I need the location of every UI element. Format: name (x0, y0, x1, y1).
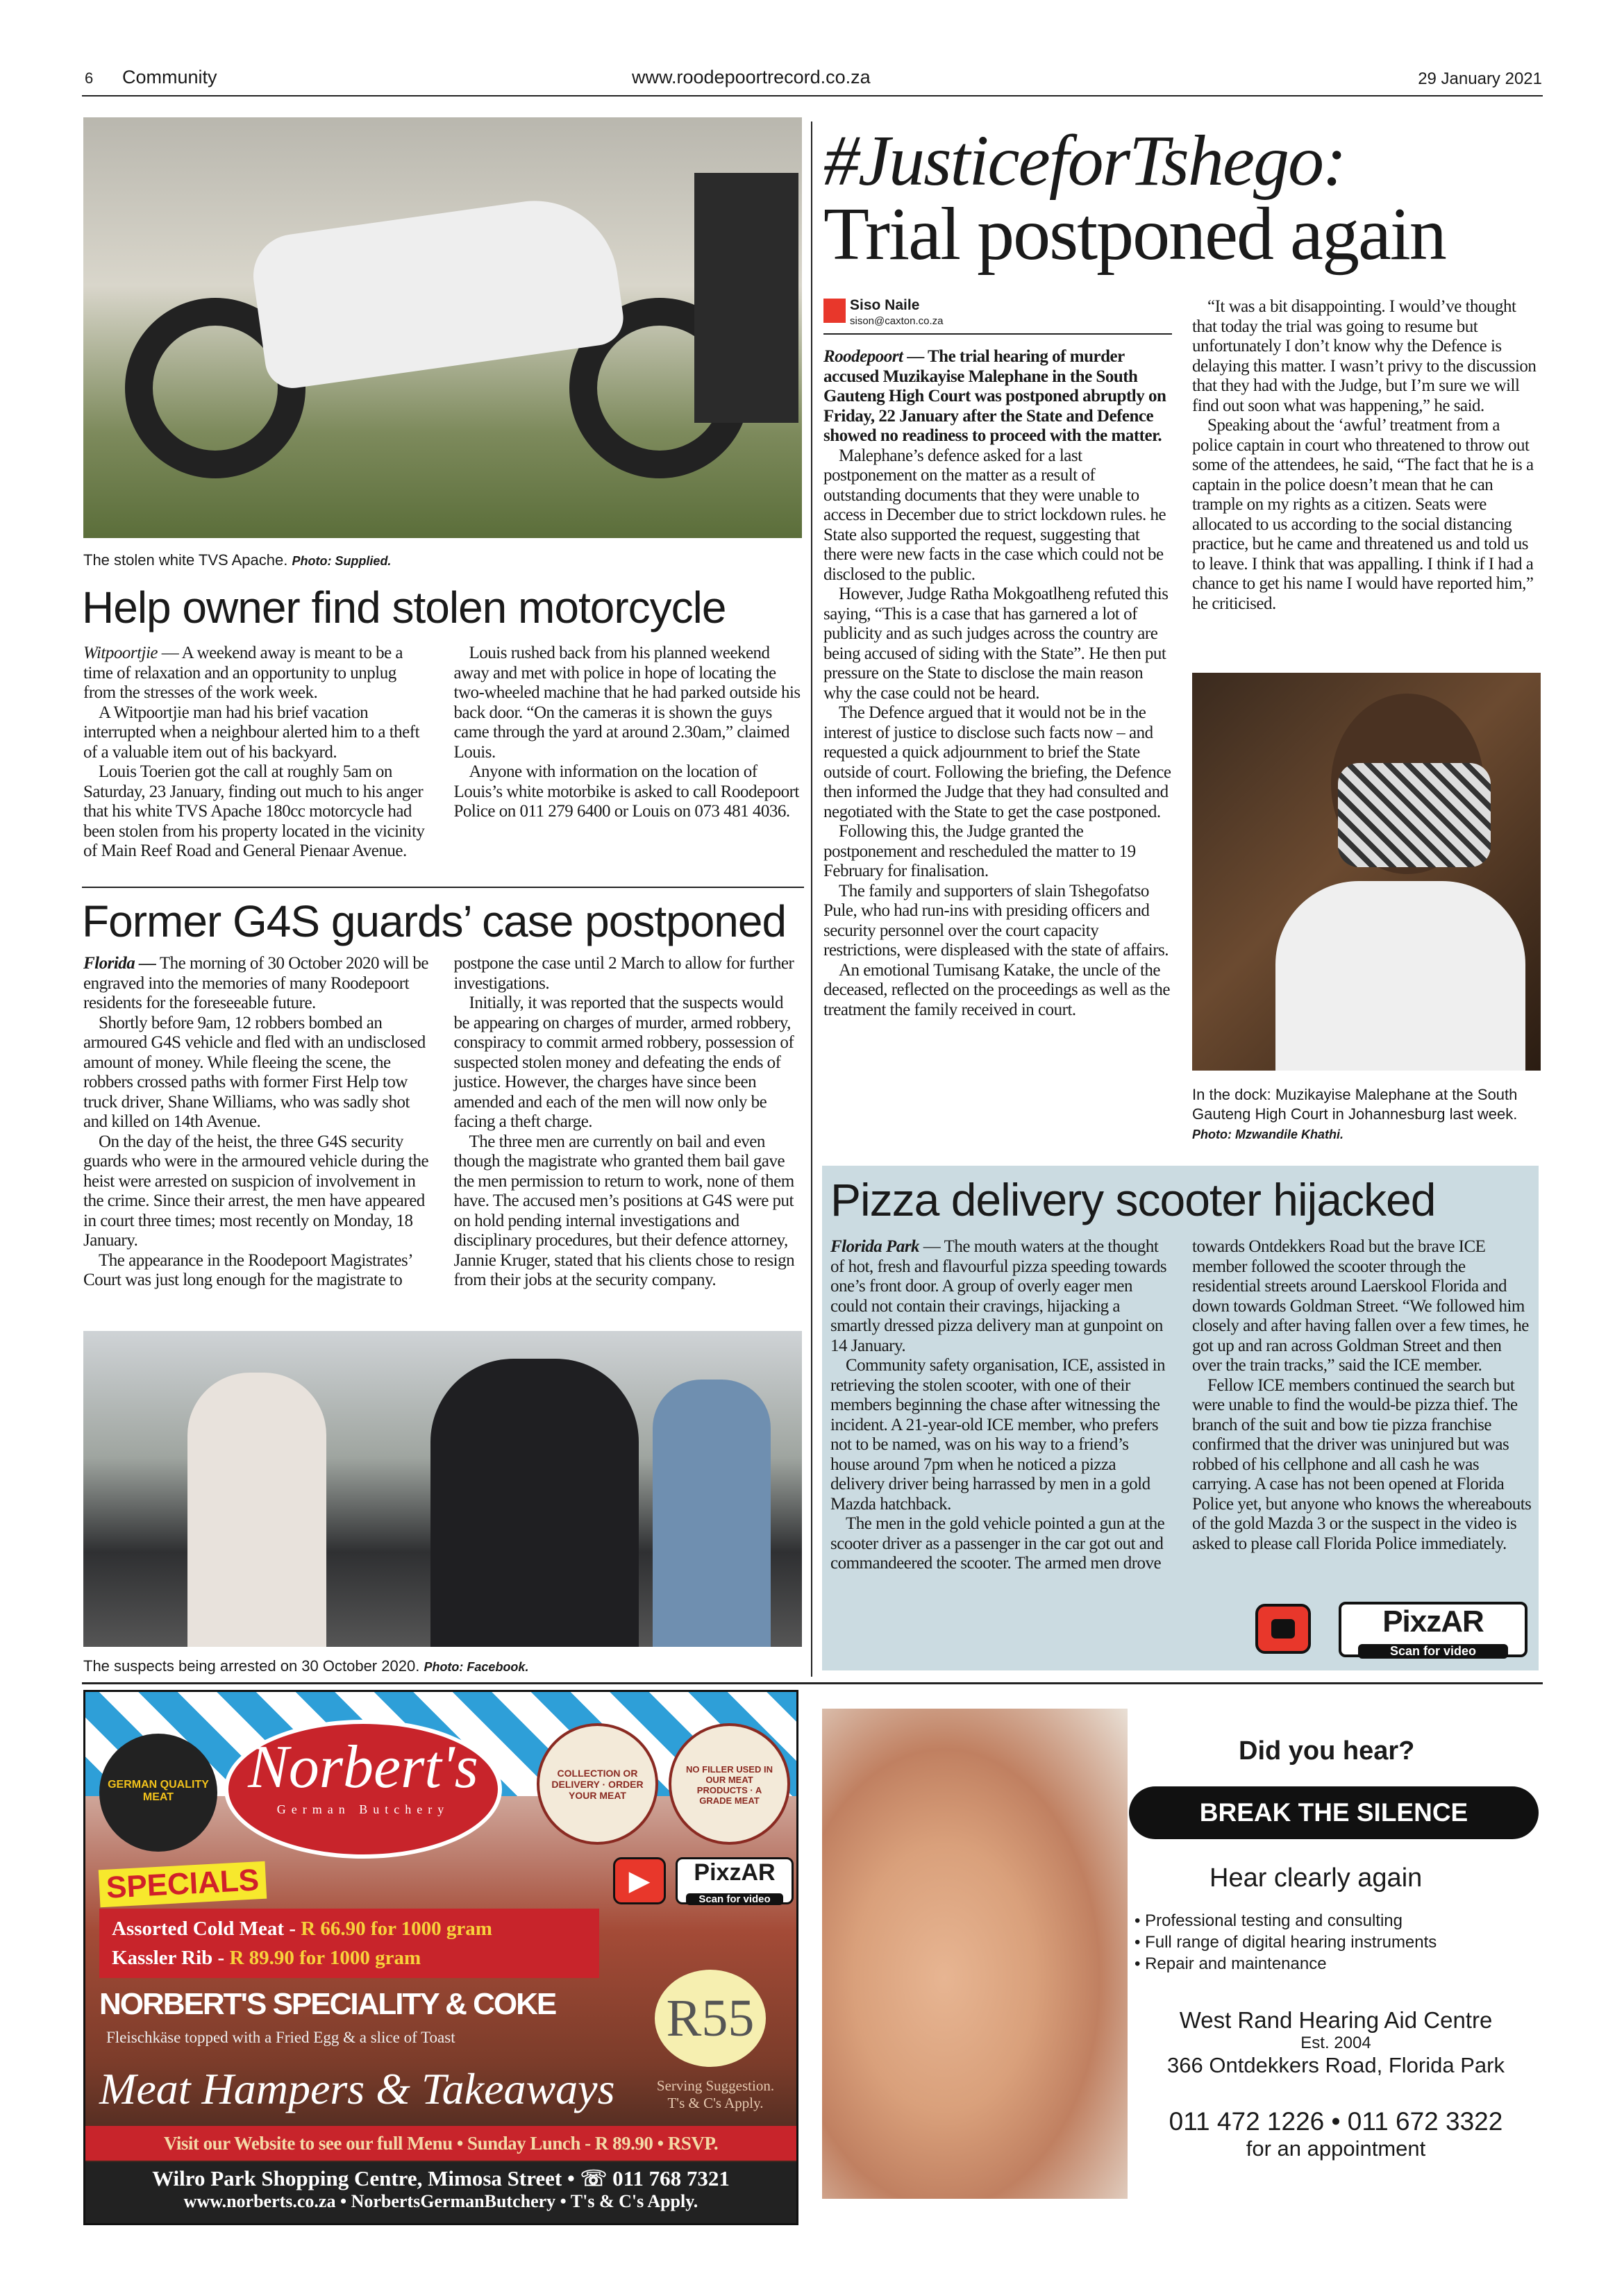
quality-badge: GERMAN QUALITY MEAT (99, 1734, 217, 1852)
motorcycle-caption: The stolen white TVS Apache. Photo: Supplied. (83, 551, 392, 569)
hampers-title: Meat Hampers & Takeaways (99, 2064, 615, 2113)
ad-rule (82, 1682, 1543, 1684)
norberts-pixzar[interactable]: PixzAR Scan for video (676, 1857, 794, 1904)
services-list: • Professional testing and consulting • Full range of digital hearing instruments • Repair and maintenance (1135, 1911, 1437, 1973)
serving-note: Serving Suggestion. T's & C's Apply. (656, 2077, 775, 2111)
visit-banner[interactable]: Visit our Website to see our full Menu • Sunday Lunch - R 89.90 • RSVP. (85, 2126, 796, 2161)
motorcycle-photo (83, 117, 802, 538)
order-seal: COLLECTION OR DELIVERY · ORDER YOUR MEAT (537, 1723, 658, 1845)
norberts-ad[interactable] (83, 1690, 798, 2225)
quality-seal: NO FILLER USED IN OUR MEAT PRODUCTS · A GRADE MEAT (669, 1723, 790, 1845)
g4s-body: Florida — The morning of 30 October 2020 will be engraved into the memories of many Roodepoort residents for the foreseeable future. Shortly before 9am, 12 robbers bombed an armoured G4S vehicle and fled with an undisclosed amount of money. While fleeing the scene, the robbers crossed paths with former First Help tow truck driver, Shane Williams, who was sadly shot and killed on 14th Avenue. On the day of the heist, the three G4S security guards who were in the armoured vehicle during the heist were arrested on suspicion of involvement in the crime. Since their arrest, the men have appeared in court three times; most recently on Monday, 18 January. The appearance in the Roodepoort Magistrates’ Court was just long enough for the magistrate to postpone the case until 2 March to allow for further investigations. Initially, it was reported that the suspects would be appearing on charges of murder, armed robbery, conspiracy to commit armed robbery, possession of suspected stolen money and defeating the ends of justice. However, the charges have since been amended and each of the men will now only be facing a theft charge. The three men are currently on bail and even though the magistrate who granted them bail gave the men permission to return to work, none of them have. The accused men’s positions at G4S were put on hold pending internal investigations and disciplinary procedures, but their defence attorney, Jannie Kruger, stated that his clients chose to resign from their jobs at the security company. (83, 954, 795, 1289)
column-divider (811, 121, 812, 1677)
section-rule (82, 887, 804, 888)
specials-label: SPECIALS (99, 1861, 267, 1907)
business-info: West Rand Hearing Aid Centre Est. 2004 366 Ontdekkers Road, Florida Park 011 472 1226 • 011 672 3322 for an appointment (1167, 2007, 1505, 2161)
tshego-col2: “It was a bit disappointing. I would’ve thought that today the trial was going to resume but unfortunately I don’t know why the Defence is delaying this matter. I wasn’t privy to the discussion that they had with the Judge, but I’m sure we will find out soon what was happening,” he said. Speaking about the ‘awful’ treatment from a police captain in court who threatened to throw out some of the attendees, he said, “The fact that he is a captain in the police doesn’t mean that he can trample on my rights as a citizen. Seats were allocated to us according to the social distancing practice, but he came and threatened us and told us to leave. I think that was appalling. I think if I had a chance to get his name I would have reported him,” he criticised. (1192, 297, 1537, 613)
court-caption: In the dock: Muzikayise Malephane at the South Gauteng High Court in Johannesburg last week. Photo: Mzwandile Khathi. (1192, 1086, 1518, 1141)
motorcycle-body: Witpoortjie — A weekend away is meant to be a time of relaxation and an opportunity to unplug from the stresses of the work week. A Witpoortjie man had his brief vacation interrupted when a neighbour alerted him to a theft of a valuable item out of his backyard. Louis Toerien got the call at roughly 5am on Saturday, 23 January, finding out much to his anger that his white TVS Apache 180cc motorcycle had been stolen from his property located in the vicinity of Main Reef Road and General Pienaar Avenue. Louis rushed back from his planned weekend away and met with police in hope of locating the two-wheeled machine that he had parked outside his back door. “On the cameras it is shown the guys came through the yard at around 2.30am,” claimed Louis. Anyone with information on the location of Louis’s white motorbike is asked to call Roodepoort Police on 011 279 6400 or Louis on 073 481 4036. (83, 644, 801, 860)
play-icon[interactable]: ▶ (613, 1857, 666, 1904)
pizza-headline: Pizza delivery scooter hijacked (830, 1174, 1436, 1225)
byline-marker (823, 299, 846, 323)
author-name: Siso Naile (850, 297, 920, 313)
page-number: 6 (85, 69, 94, 87)
byline-rule (823, 333, 1172, 335)
motorcycle-headline: Help owner find stolen motorcycle (82, 583, 726, 632)
header-rule (82, 95, 1543, 97)
tshego-headline-hashtag: #JusticeforTshego: (823, 121, 1346, 201)
combo-price: R55 (655, 1970, 766, 2067)
site-url[interactable]: www.roodepoortrecord.co.za (632, 67, 871, 87)
arrest-caption: The suspects being arrested on 30 October 2020. Photo: Facebook. (83, 1657, 529, 1675)
tshego-col1: Roodepoort — The trial hearing of murder accused Muzikayise Malephane in the South Gauteng High Court was postponed abruptly on Friday, 22 January after the State and Defence showed no readiness to proceed with the matter. Malephane’s defence asked for a last postponement on the matter as a result of outstanding documents that they were unable to access in December due to strict lockdown rules. he State also supported the request, suggesting that there were new facts in the case which could not be disclosed to the public. However, Judge Ratha Mokgoatlheng refuted this saying, “This is a case that has garnered a lot of publicity and as such judges across the country are being accused of siding with the State”. He then put pressure on the State to disclose the main reason why the case could not be heard. The Defence argued that it would not be in the interest of justice to disclose such facts now – and requested a quick adjournment to brief the State outside of court. Following the briefing, the Defence then informed the Judge that they had consulted and negotiated with the State to get the case postponed. Following this, the Judge granted the postponement and rescheduled the matter to 19 February for finalisation. The family and supporters of slain Tshegofatso Pule, who had run-ins with presiding officers and security personnel over the court capacity restrictions, were displeased with the state of affairs. An emotional Tumisang Katake, the uncle of the deceased, reflected on the proceedings as well as the treatment the family received in court. (823, 347, 1171, 1019)
break-silence-banner: BREAK THE SILENCE (1129, 1786, 1539, 1839)
author-email[interactable]: sison@caxton.co.za (850, 315, 944, 327)
specials-list: Assorted Cold Meat - R 66.90 for 1000 gram Kassler Rib - R 89.90 for 1000 gram (99, 1909, 599, 1978)
court-photo (1192, 673, 1541, 1071)
tshego-headline: Trial postponed again (823, 193, 1446, 276)
norberts-logo: Norbert's German Butchery (224, 1720, 502, 1859)
hearing-ad[interactable] (822, 1709, 1539, 2199)
camera-icon[interactable] (1255, 1604, 1311, 1654)
contact-bar: Wilro Park Shopping Centre, Mimosa Street • ☏ 011 768 7321 www.norberts.co.za • NorbertsGermanButchery • T's & C's Apply. (85, 2162, 796, 2225)
ad-subtitle: Hear clearly again (1209, 1863, 1423, 1893)
pixzar-button[interactable]: PixzAR Scan for video (1339, 1602, 1527, 1657)
ear-photo (822, 1709, 1128, 2199)
arrest-photo (83, 1331, 802, 1647)
g4s-headline: Former G4S guards’ case postponed (82, 896, 787, 946)
combo-title: NORBERT'S SPECIALITY & COKE (99, 1987, 556, 2021)
combo-desc: Fleischkäse topped with a Fried Egg & a slice of Toast (106, 2029, 455, 2046)
section-name: Community (122, 67, 217, 87)
issue-date: 29 January 2021 (1418, 69, 1542, 88)
ad-question: Did you hear? (1239, 1736, 1415, 1766)
pizza-body: Florida Park — The mouth waters at the thought of hot, fresh and flavourful pizza speeding towards one’s front door. A group of overly eager men could not contain their cravings, hijacking a smartly dressed pizza delivery man at gunpoint on 14 January. Community safety organisation, ICE, assisted in retrieving the stolen scooter, with one of their members beginning the chase after witnessing the incident. A 21-year-old ICE member, who prefers not to be named, was on his way to a friend’s house around 7pm when he noticed a pizza delivery driver being harrassed by men in a gold Mazda hatchback. The men in the gold vehicle pointed a gun at the scooter driver as a passenger in the car got out and commandeered the scooter. The armed men drove towards Ontdekkers Road but the brave ICE member followed the scooter through the residential streets around Laerskool Florida and down towards Goldman Street. “We followed him closely and after having fallen over a few times, he got up and ran across Goldman Street and then over the train tracks,” said the ICE member. Fellow ICE members continued the search but were unable to find the would-be pizza thief. The branch of the suit and bow tie pizza franchise confirmed that the driver was uninjured but was robbed of his cellphone and all cash he was carrying. A case has not been opened at Florida Police yet, but anyone who knows the whereabouts of the gold Mazda 3 or the suspect in the video is asked to please call Florida Police immediately. (830, 1237, 1532, 1573)
